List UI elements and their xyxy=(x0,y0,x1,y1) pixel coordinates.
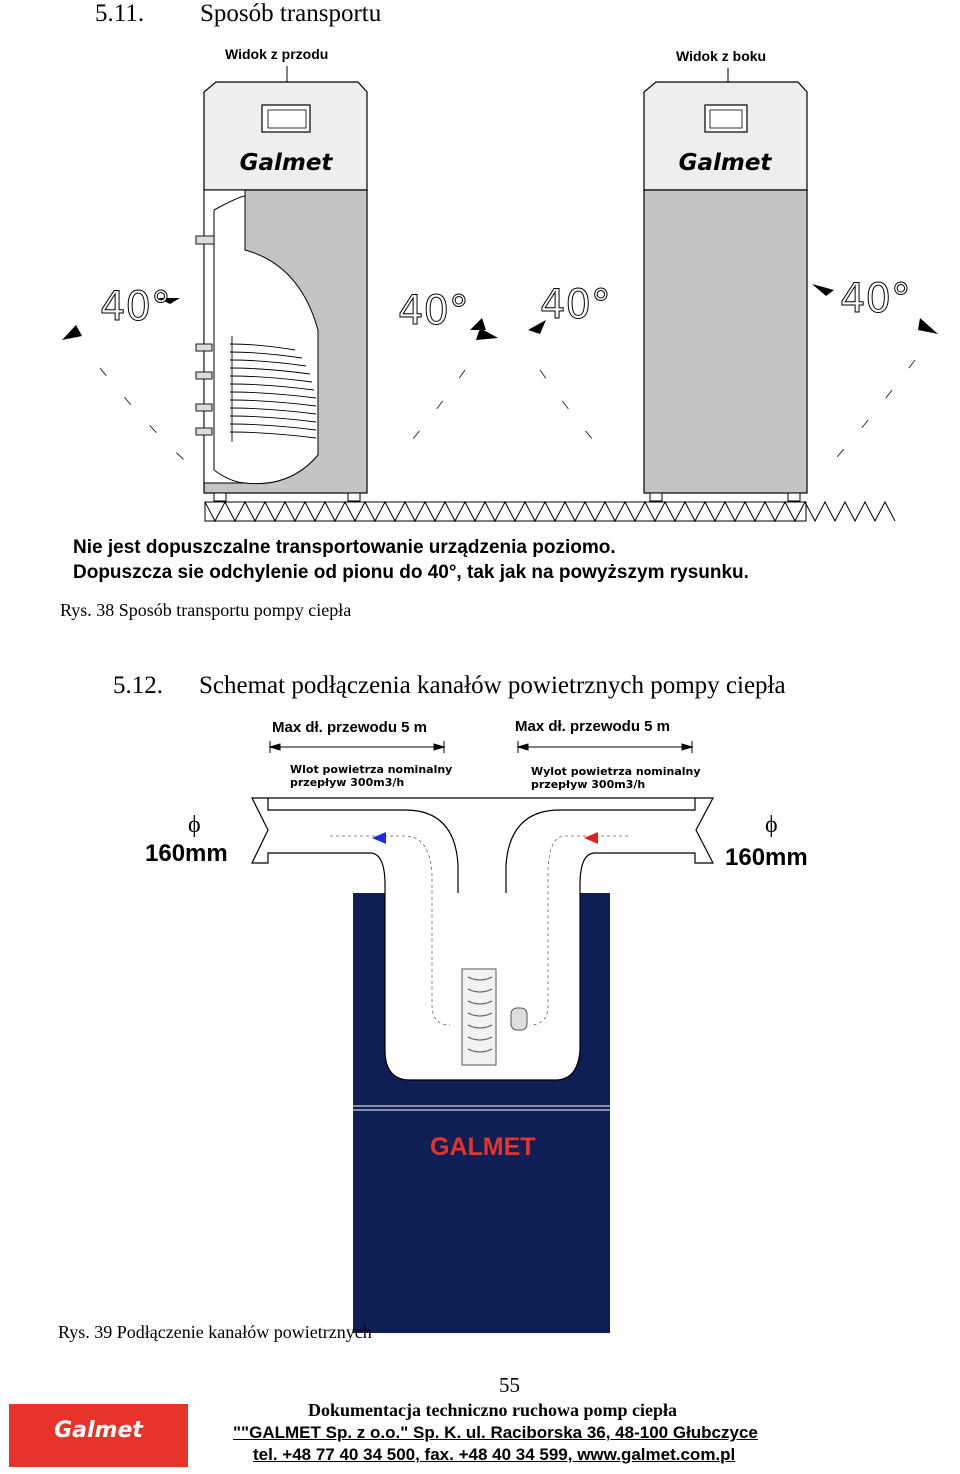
section-title: Schemat podłączenia kanałów powietrznych pompy ciepła xyxy=(199,672,786,699)
max-length-left: Max dł. przewodu 5 m xyxy=(272,719,428,736)
footer-contact: tel. +48 77 40 34 500, fax. +48 40 34 599, www.galmet.com.pl xyxy=(253,1445,736,1464)
inlet-label-line-1: Wlot powietrza nominalny xyxy=(290,763,453,776)
side-view-label: Widok z boku xyxy=(676,48,767,64)
inlet-label-line-2: przepływ 300m3/h xyxy=(290,776,405,789)
figure-38-caption: Rys. 38 Sposób transportu pompy ciepła xyxy=(60,600,352,620)
outlet-label-line-1: Wylot powietrza nominalny xyxy=(531,765,701,778)
svg-text:40°: 40° xyxy=(100,284,171,330)
unit-brand-logo: GALMET xyxy=(430,1133,536,1161)
svg-text:40°: 40° xyxy=(398,288,469,334)
side-unit-drawing xyxy=(644,82,807,501)
figure-39-caption: Rys. 39 Podłączenie kanałów powietrznych xyxy=(58,1322,372,1342)
warning-line-1: Nie jest dopuszczalne transportowanie urządzenia poziomo. xyxy=(73,537,616,558)
transport-drawing xyxy=(0,0,960,530)
section-number: 5.12. xyxy=(113,672,163,699)
max-length-right: Max dł. przewodu 5 m xyxy=(515,718,671,735)
pallet xyxy=(205,502,895,521)
footer-doc-title: Dokumentacja techniczno ruchowa pomp ciepła xyxy=(308,1400,677,1420)
warning-line-2: Dopuszcza sie odchylenie od pionu do 40°, tak jak na powyższym rysunku. xyxy=(73,562,749,583)
svg-text:40°: 40° xyxy=(540,282,611,328)
duct-diagram xyxy=(0,735,960,1335)
section-number: 5.11. xyxy=(95,0,145,27)
section-title: Sposób transportu xyxy=(200,0,382,27)
front-view-label: Widok z przodu xyxy=(225,46,329,62)
diameter-right: 160mm xyxy=(725,844,808,871)
front-logo: Galmet xyxy=(239,150,333,176)
diameter-left: 160mm xyxy=(145,840,228,867)
side-logo: Galmet xyxy=(678,150,772,176)
dimension-lines xyxy=(270,741,692,753)
front-unit-drawing xyxy=(196,82,367,501)
diameter-symbol-left: ϕ xyxy=(188,812,201,838)
footer-company-address: ""GALMET Sp. z o.o." Sp. K. ul. Raciborska 36, 48-100 Głubczyce xyxy=(233,1423,758,1442)
svg-text:40°: 40° xyxy=(840,276,911,322)
footer-logo xyxy=(9,1404,188,1467)
diameter-symbol-right: ϕ xyxy=(765,812,778,838)
page-number: 55 xyxy=(499,1373,520,1397)
footer-logo-text: Galmet xyxy=(54,1418,143,1443)
outlet-label-line-2: przepływ 300m3/h xyxy=(531,778,646,791)
